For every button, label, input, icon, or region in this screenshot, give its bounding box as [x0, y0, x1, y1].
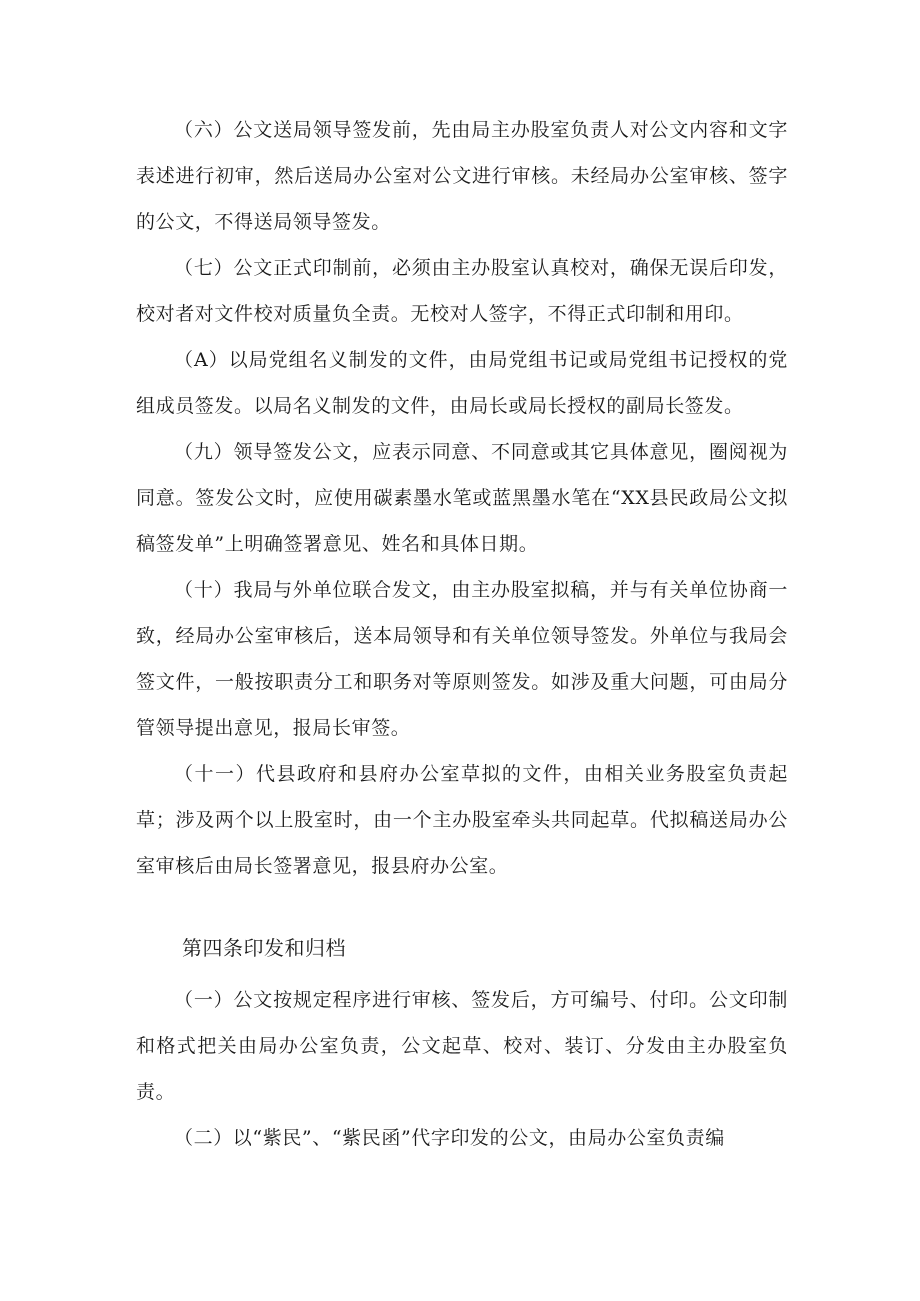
paragraph-eight: （A）以局党组名义制发的文件，由局党组书记或局党组书记授权的党组成员签发。以局名义制发的文件，由局长或局长授权的副局长签发。	[136, 349, 788, 417]
paragraph-print-two: （二）以“紫民”、“紫民函”代字印发的公文，由局办公室负责编	[174, 1127, 725, 1149]
paragraph-seven: （七）公文正式印制前，必须由主办股室认真校对，确保无误后印发，校对者对文件校对质量负全责。无校对人签字，不得正式印制和用印。	[136, 257, 788, 325]
paragraph-nine: （九）领导签发公文，应表示同意、不同意或其它具体意见，圈阅视为同意。签发公文时，应使用碳素墨水笔或蓝黑墨水笔在“XX县民政局公文拟稿签发单”上明确签署意见、姓名和具体日期。	[136, 441, 788, 555]
section-heading: 第四条印发和归档	[182, 936, 346, 960]
paragraph-ten: （十）我局与外单位联合发文，由主办股室拟稿，并与有关单位协商一致，经局办公室审核后，送本局领导和有关单位领导签发。外单位与我局会签文件，一般按职责分工和职务对等原则签发。如涉及重大问题，可由局分管领导提出意见，报局长审签。	[136, 579, 788, 739]
paragraph-six: （六）公文送局领导签发前，先由局主办股室负责人对公文内容和文字表述进行初审，然后送局办公室对公文进行审核。未经局办公室审核、签字的公文，不得送局领导签发。	[136, 119, 788, 233]
paragraph-print-one: （一）公文按规定程序进行审核、签发后，方可编号、付印。公文印制和格式把关由局办公室负责，公文起草、校对、装订、分发由主办股室负责。	[136, 989, 788, 1103]
paragraph-eleven: （十一）代县政府和县府办公室草拟的文件，由相关业务股室负责起草；涉及两个以上股室时，由一个主办股室牵头共同起草。代拟稿送局办公室审核后由局长签署意见，报县府办公室。	[136, 763, 788, 877]
